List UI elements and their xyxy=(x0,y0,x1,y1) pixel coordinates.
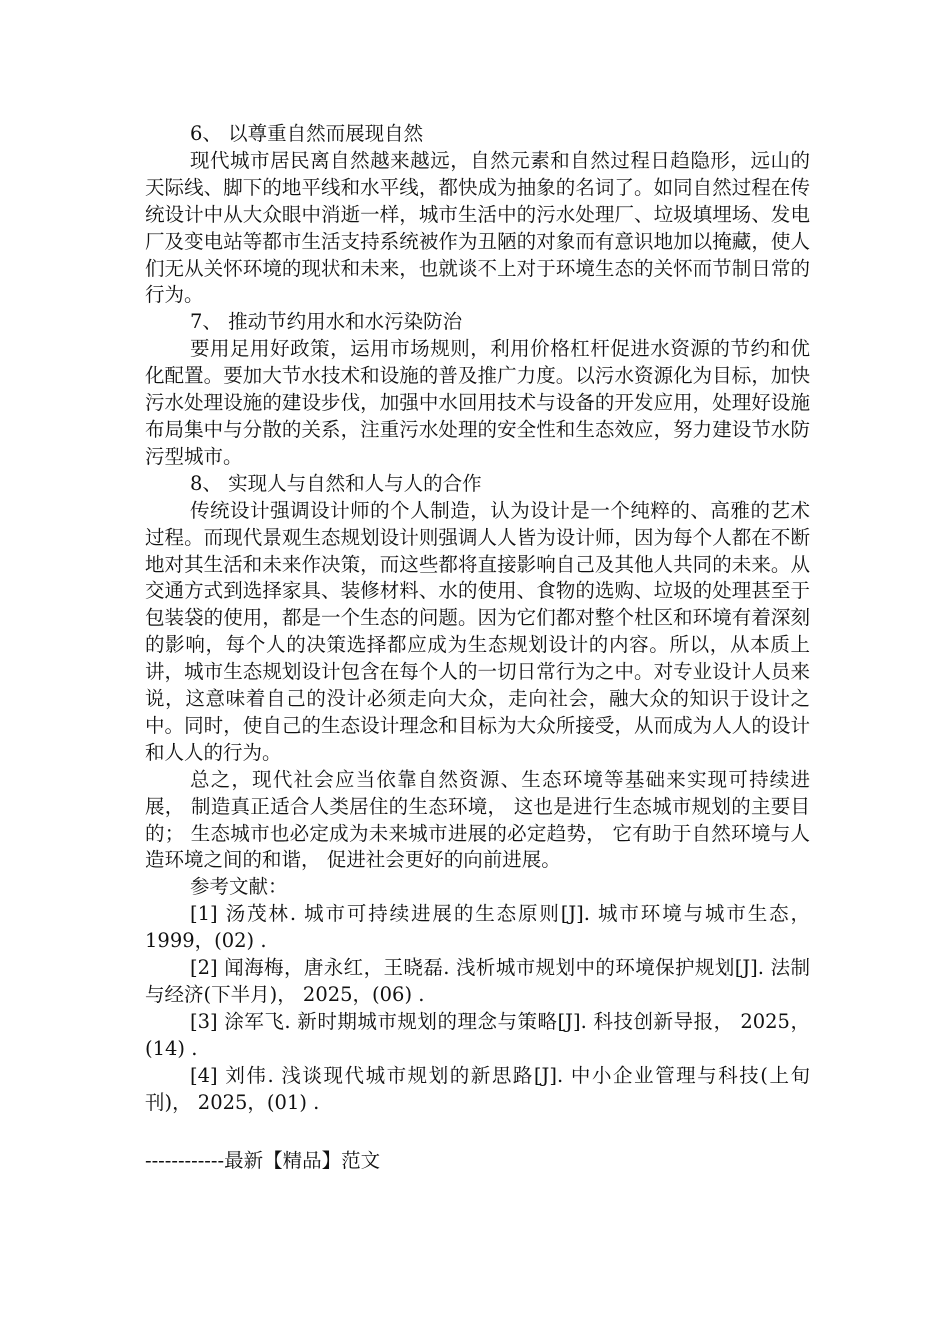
section-heading-6: 6、 以尊重自然而展现自然 xyxy=(190,122,424,145)
section-body-7: 要用足用好政策，运用市场规则，利用价格杠杆促进水资源的节约和优化配置。要加大节水技术和设施的普及推广力度。以污水资源化为目标，加快污水处理设施的建设步伐，加强中水回用技术与设备的开发应用，处理好设施布局集中与分散的关系，注重污水处理的安全性和生态效应，努力建设节水防污型城市。 xyxy=(145,337,810,468)
reference-item-2: [2] 闻海梅，唐永红，王晓磊. 浅析城市规划中的环境保护规划[J]. 法制与经济(下半月)， 2025，(06) . xyxy=(145,956,810,1006)
section-body-6: 现代城市居民离自然越来越远，自然元素和自然过程日趋隐形，远山的天际线、脚下的地平线和水平线，都快成为抽象的名词了。如同自然过程在传统设计中从大众眼中消逝一样，城市生活中的污水处理厂、垃圾填埋场、发电厂及变电站等都市生活支持系统被作为丑陋的对象而有意识地加以掩藏，使人们无从关怀环境的现状和未来，也就谈不上对于环境生态的关怀而节制日常的行为。 xyxy=(145,148,810,307)
section-body-8: 传统设计强调设计师的个人制造，认为设计是一个纯粹的、高雅的艺术过程。而现代景观生态规划设计则强调人人皆为设计师，因为每个人都在不断地对其生活和未来作决策，而这些都将直接影响自己及其他人共同的未来。从交通方式到选择家具、装修材料、水的使用、食物的选购、垃圾的处理甚至于包装袋的使用，都是一个生态的问题。因为它们都对整个杜区和环境有着深刻的影响，每个人的决策选择都应成为生态规划设计的内容。所以，从本质上讲，城市生态规划设计包含在每个人的一切日常行为之中。对专业设计人员来说，这意味着自己的没计必须走向大众，走向社会，融大众的知识于设计之中。同时，使自己的生态设计理念和目标为大众所接受，从而成为人人的设计和人人的行为。 xyxy=(145,498,810,764)
document-body xyxy=(145,121,810,1117)
conclusion-paragraph: 总之，现代社会应当依靠自然资源、生态环境等基础来实现可持续进展， 制造真正适合人类居住的生态环境， 这也是进行生态城市规划的主要目的； 生态城市也必定成为未来城市进展的必定趋势， 它有助于自然环境与人造环境之间的和谐， 促进社会更好的向前进展。 xyxy=(145,767,810,872)
reference-item-3: [3] 涂军飞. 新时期城市规划的理念与策略[J]. 科技创新导报， 2025，(14) . xyxy=(145,1009,810,1060)
references-title: 参考文献： xyxy=(190,875,288,899)
section-heading-7: 7、 推动节约用水和水污染防治 xyxy=(190,310,463,334)
reference-item-4: [4] 刘伟. 浅谈现代城市规划的新思路[J]. 中小企业管理与科技(上旬刊)， 2025，(01) . xyxy=(145,1063,810,1114)
section-heading-8: 8、 实现人与自然和人与人的合作 xyxy=(190,471,482,495)
page-footer: ------------最新【精品】范文 xyxy=(145,1149,381,1172)
reference-item-1: [1] 汤茂林. 城市可持续进展的生态原则[J]. 城市环境与城市生态， 1999，(02) . xyxy=(145,902,810,953)
